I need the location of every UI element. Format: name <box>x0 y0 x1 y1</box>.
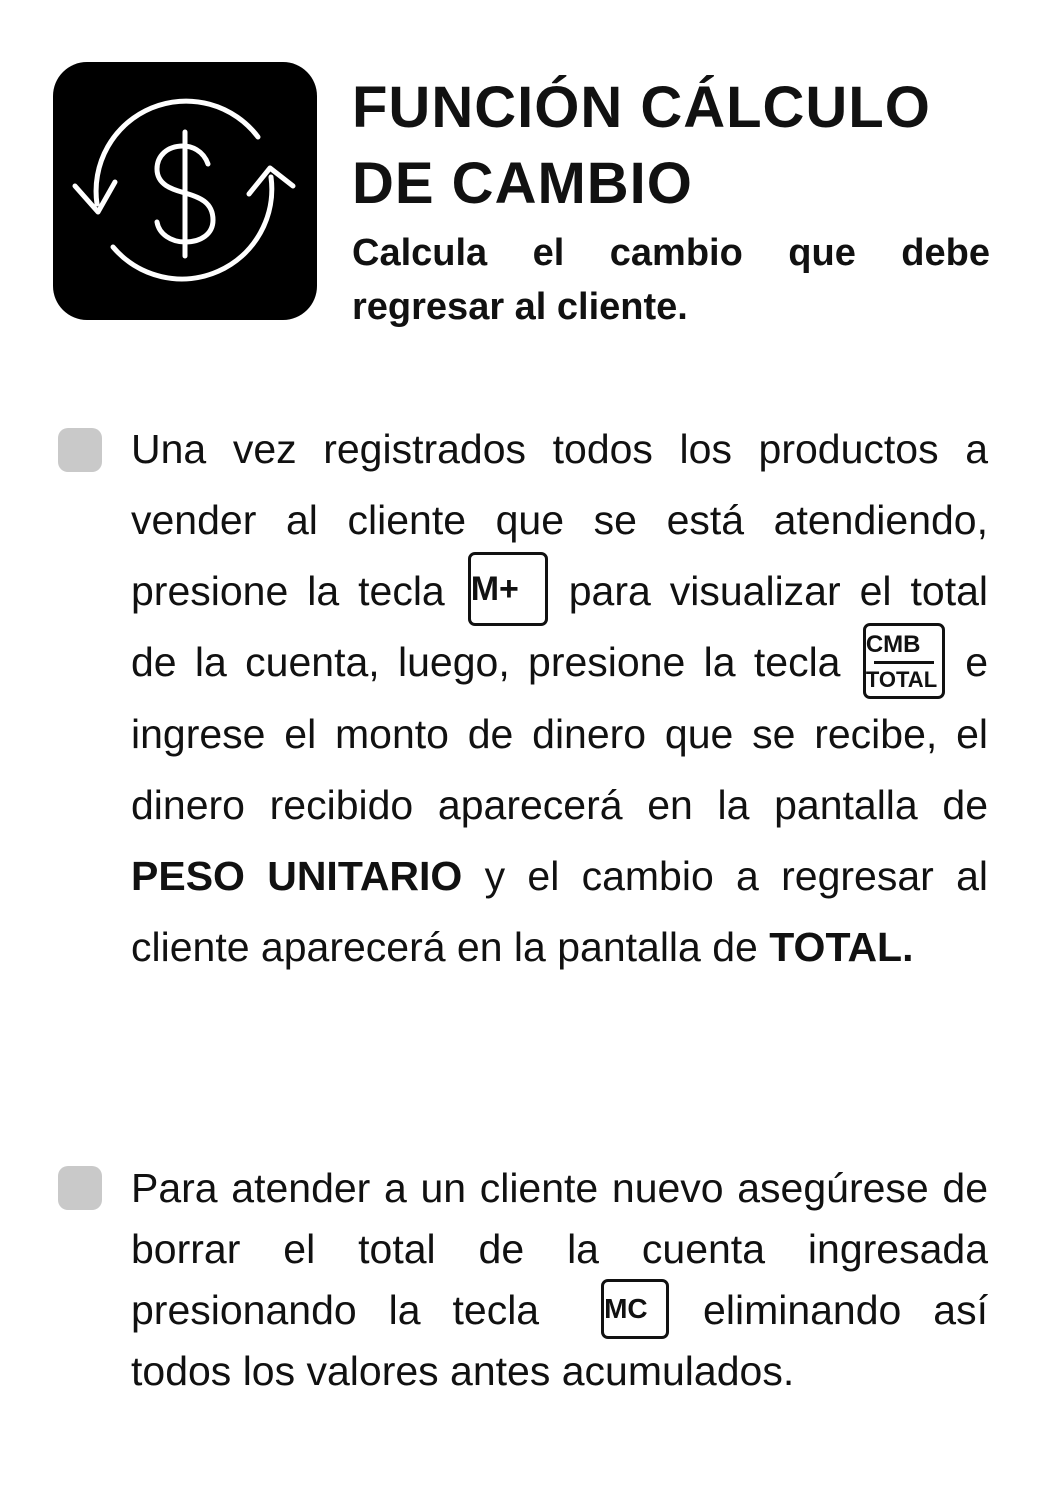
instruction-text: Una vez registrados todos los productos a vender al cliente que se está atendiendo, presione la tecla <box>131 426 988 614</box>
title-line-1: FUNCIÓN CÁLCULO <box>352 75 931 140</box>
display-name-total: TOTAL. <box>769 924 914 971</box>
key-mc: MC <box>601 1279 669 1339</box>
currency-exchange-icon <box>53 62 317 320</box>
dollar-cycle-icon <box>53 62 317 320</box>
page-title <box>352 70 992 222</box>
instruction-text: Para atender a un cliente nuevo asegúrese de borrar el total de la cuenta ingresada presionando la tecla <box>131 1165 988 1333</box>
bullet-marker <box>58 1166 102 1210</box>
instruction-paragraph-2 <box>131 1158 988 1402</box>
bullet-marker <box>58 428 102 472</box>
key-cmb-total <box>863 623 945 699</box>
title-line-2: DE CAMBIO <box>352 151 693 216</box>
instruction-text: e ingrese el monto de dinero que se recibe, el dinero recibido aparecerá en la pantalla de <box>131 639 988 829</box>
display-name-peso-unitario: PESO UNITARIO <box>131 853 463 900</box>
instruction-paragraph-1 <box>131 414 988 983</box>
instruction-text: para visualizar el total de la cuenta, luego, presione la tecla <box>131 568 988 685</box>
key-cmb-label: CMB <box>865 631 921 659</box>
instruction-text: eliminando así todos los valores antes acumulados. <box>131 1287 988 1394</box>
subtitle: Calcula el cambio que debe regresar al cliente. <box>352 232 990 328</box>
key-m-plus: M+ <box>468 552 548 626</box>
key-total-label: TOTAL <box>865 667 938 693</box>
instruction-text: y el cambio a regresar al cliente aparecerá en la pantalla de <box>131 853 988 971</box>
